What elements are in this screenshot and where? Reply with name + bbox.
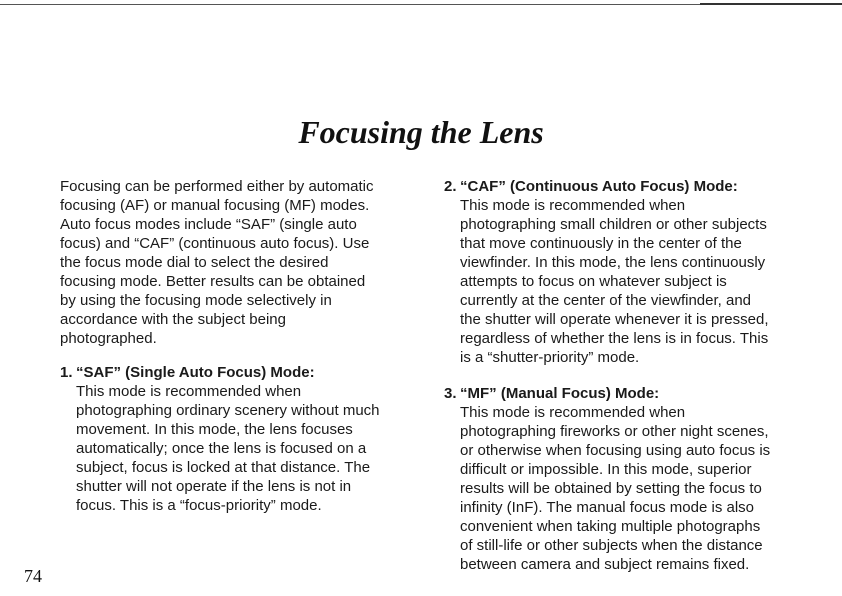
page-title: Focusing the Lens	[298, 114, 544, 150]
section-heading	[60, 363, 412, 382]
section-number: 1.	[60, 364, 73, 381]
section-heading	[444, 384, 804, 403]
section-body: This mode is recommended when photographing ordinary scenery without much movement. In this mode, the lens focuses automatically; once the lens is focused on a subject, focus is locked at that distance. The shutter will not operate if the lens is not in focus. This is a “focus-priority” mode.	[76, 383, 380, 514]
top-border-rule-heavy	[700, 3, 842, 5]
section-heading-text: “CAF” (Continuous Auto Focus) Mode:	[460, 178, 738, 195]
section-number: 2.	[444, 178, 457, 195]
section-body: This mode is recommended when photographing small children or other subjects that move continuously in the center of the viewfinder. In this mode, the lens continuously attempts to focus on whatever subject is currently at the center of the viewfinder, and the shutter will operate whenever it is pressed, regardless of whether the lens is in focus. This is a “shutter-priority” mode.	[460, 197, 769, 366]
section-heading	[444, 177, 804, 196]
intro-paragraph: Focusing can be performed either by automatic focusing (AF) or manual focusing (MF) modes. Auto focus modes include “SAF” (single auto focus) and “CAF” (continuous auto focus). Use the focus mode dial to select the desired focusing mode. Better results can be obtained by using the focusing mode selectively in accordance with the subject being photographed.	[60, 178, 374, 347]
section-caf	[444, 177, 804, 367]
section-heading-text: “SAF” (Single Auto Focus) Mode:	[76, 364, 315, 381]
section-heading-text: “MF” (Manual Focus) Mode:	[460, 385, 660, 402]
left-column	[60, 177, 412, 515]
section-number: 3.	[444, 385, 457, 402]
section-mf	[444, 384, 804, 574]
page-number: 74	[24, 566, 42, 586]
right-column	[444, 177, 804, 574]
section-saf	[60, 363, 412, 515]
section-body: This mode is recommended when photographing fireworks or other night scenes, or otherwise when focusing using auto focus is difficult or impossible. In this mode, superior results will be obtained by setting the focus to infinity (InF). The manual focus mode is also convenient when taking multiple photographs of still-life or other subjects when the distance between camera and subject remains fixed.	[460, 404, 771, 573]
